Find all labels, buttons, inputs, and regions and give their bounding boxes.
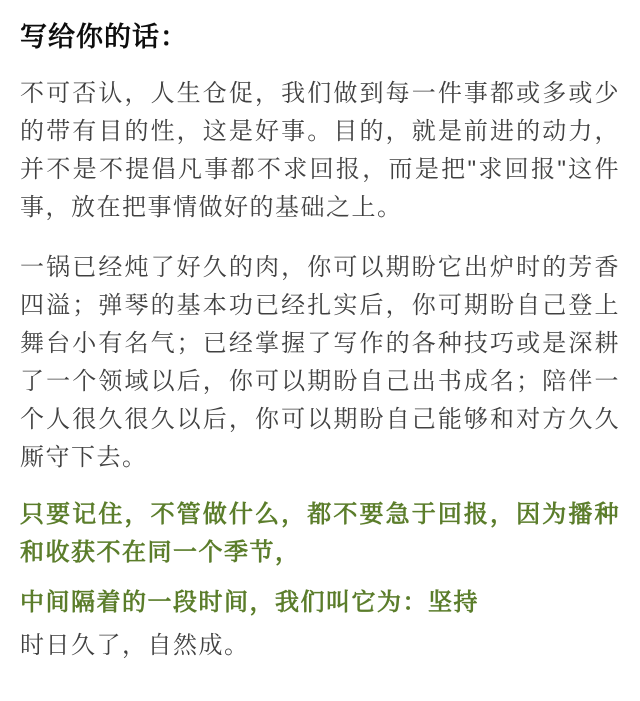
highlight-paragraph-persistence: 中间隔着的一段时间，我们叫它为：坚持: [20, 589, 479, 616]
paragraph-intro: 不可否认，人生仓促，我们做到每一件事都或多或少的带有目的性，这是好事。目的，就是前进的动力，并不是不提倡凡事都不求回报，而是把"求回报"这件事，放在把事情做好的基础之上。: [20, 80, 620, 221]
paragraph-examples: 一锅已经炖了好久的肉，你可以期盼它出炉时的芳香四溢；弹琴的基本功已经扎实后，你可期盼自己登上舞台小有名气；已经掌握了写作的各种技巧或是深耕了一个领域以后，你可以期盼自己出书成名；陪伴一个人很久很久以后，你可以期盼自己能够和对方久久厮守下去。: [20, 254, 620, 471]
closing-line: 时日久了，自然成。: [20, 632, 250, 659]
page-title-text: 写给你的话：: [20, 22, 188, 52]
highlight-paragraph-sowing: 只要记住，不管做什么，都不要急于回报，因为播种和收获不在同一个季节，: [20, 501, 620, 566]
page-title: [20, 20, 620, 54]
